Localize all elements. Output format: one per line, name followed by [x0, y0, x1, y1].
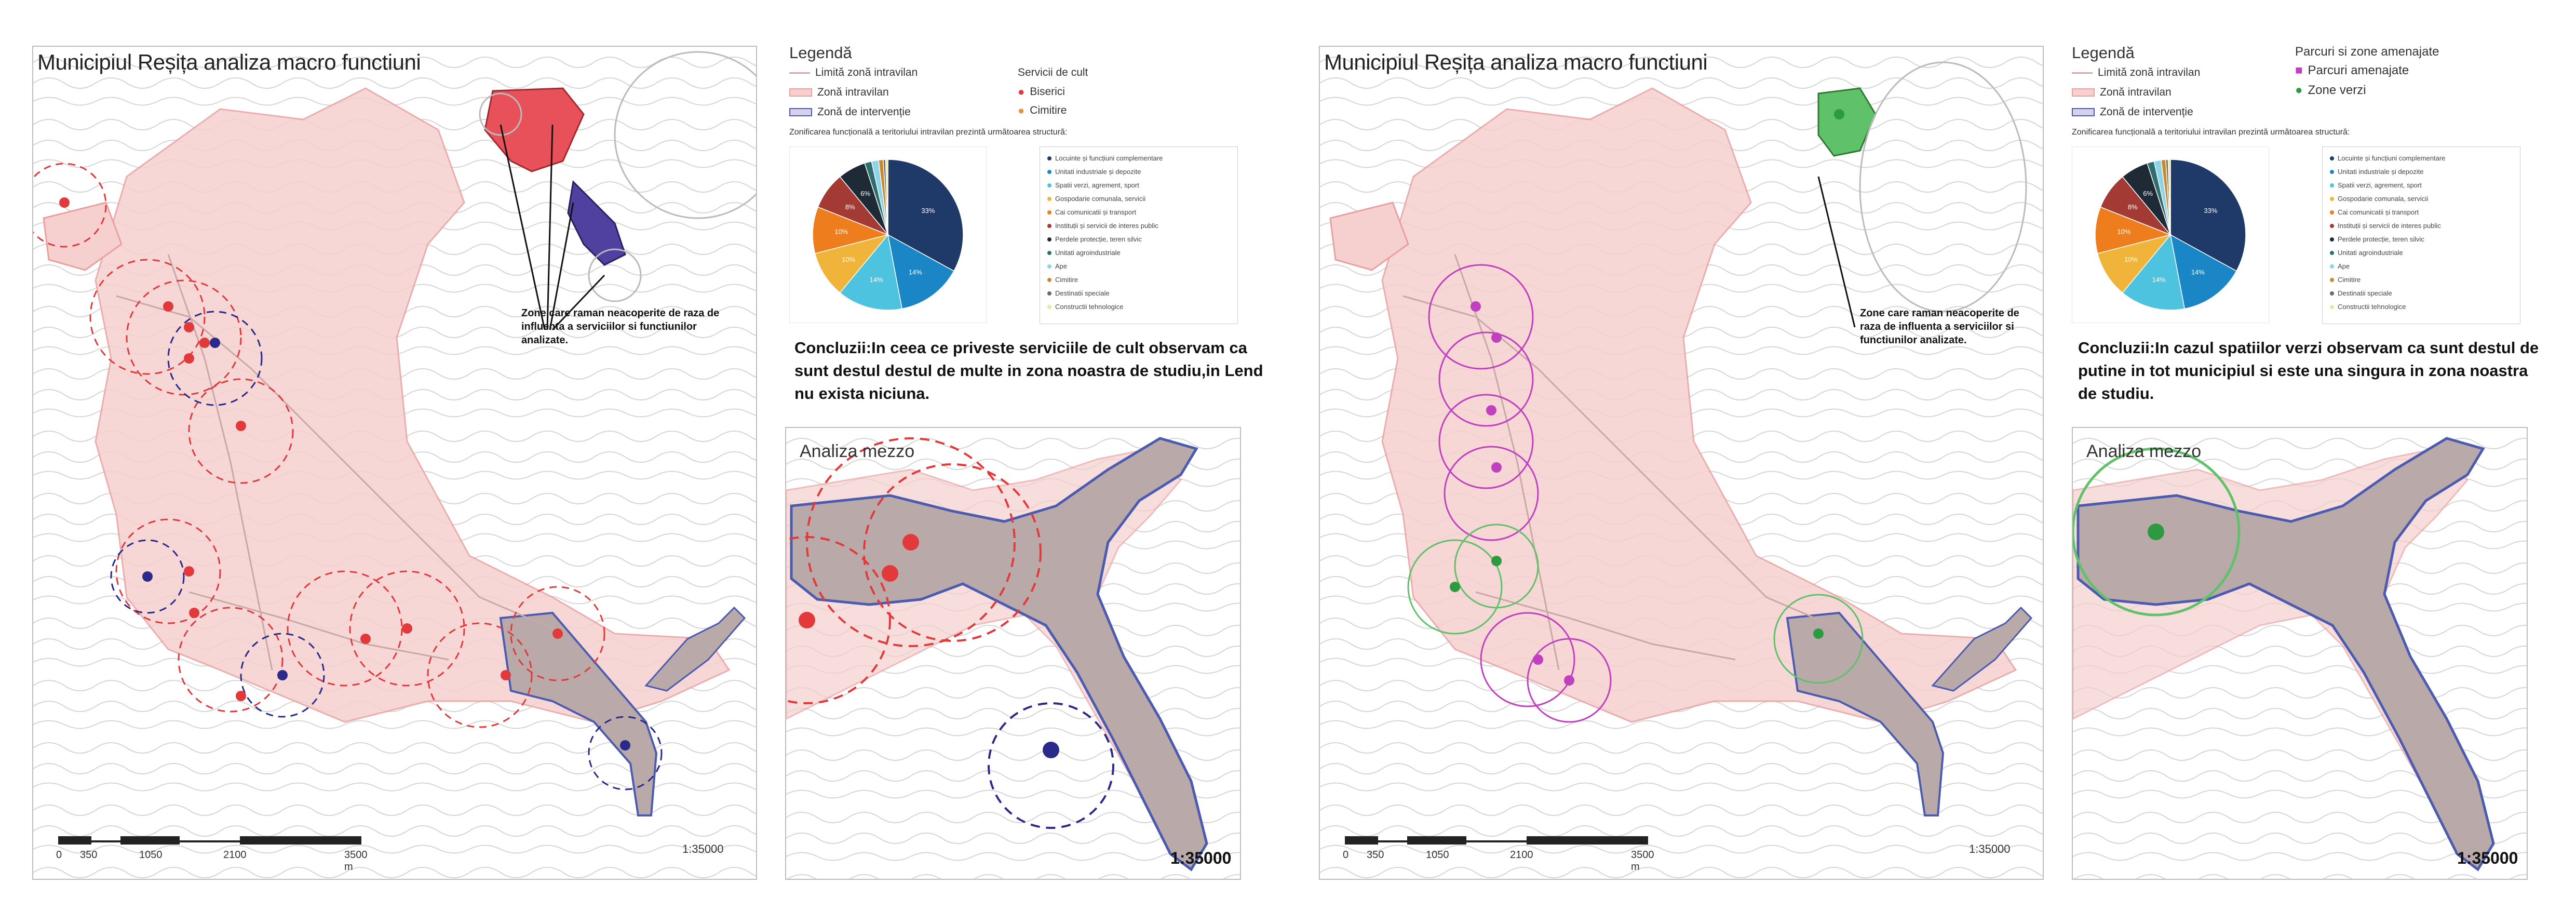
mezzo-title: Analiza mezzo [2086, 441, 2202, 461]
zoning-caption: Zonificarea funcțională a teritoriului intravilan prezintă următoarea structură: [789, 128, 1068, 137]
park-icon: ■ [2295, 63, 2303, 77]
scale-ratio: 1:35000 [1969, 842, 2011, 855]
scale-ticks [56, 849, 378, 873]
legend-title: Legendă [789, 44, 852, 62]
right-mezzo-map[interactable] [2072, 427, 2528, 880]
tick-2100: 2100 [1510, 849, 1533, 861]
pie-label-1: 14% [2191, 268, 2205, 276]
pie-label-2: 14% [2152, 276, 2166, 284]
left-macro-map[interactable] [32, 46, 757, 880]
scale-ratio: 1:35000 [682, 842, 724, 855]
legend-intravilan-zone: Zonă intravilan [2072, 86, 2172, 99]
conclusion-text: Concluzii:In cazul spatiilor verzi observam ca sunt destul de putine in tot municipiul si este una singura in zona noastra de studiu. [2078, 339, 2539, 403]
mezzo-scale: 1:35000 [1170, 849, 1232, 867]
callout-note: Zone care raman neacoperite de raza de influenta a serviciilor si functiunilor analizate. [1860, 307, 2019, 346]
tick-0: 0 [56, 849, 62, 861]
legend-intravilan-zone: Zonă intravilan [789, 86, 889, 99]
right-mezzo-map-svg [2073, 428, 2527, 879]
legend-cemeteries: ● Cimitire [1018, 104, 1067, 117]
pie-label-4: 10% [834, 227, 848, 236]
pie-label-6: 6% [2143, 190, 2153, 198]
legend-intravilan-limit: Limită zonă intravilan [789, 66, 918, 79]
conclusion-text: Concluzii:In ceea ce priveste serviciile de cult observam ca sunt destul destul de multe in zona noastra de studiu,in Lend nu exista niciuna. [794, 339, 1263, 403]
tick-1050: 1050 [1426, 849, 1449, 861]
legend-services-title: Servicii de cult [1018, 66, 1088, 78]
right-macro-map-svg [1320, 47, 2043, 879]
pie-label-0: 33% [921, 207, 935, 215]
right-pie-legend: Locuinte și funcțiuni complementare Unitati industriale și depozite Spatii verzi, agrement, sport Gospodarie comunala, servicii Cai comunicatii și transport Instituții și servicii de interes public Perdele protecție, teren silvic Unitati agroindustriale Ape Cimitire Destinatii speciale Constructii tehnologice [2322, 146, 2520, 324]
left-mezzo-map-svg [786, 428, 1240, 879]
tick-2100: 2100 [223, 849, 247, 861]
right-macro-map[interactable] [1319, 46, 2044, 880]
pie-label-3: 10% [842, 256, 856, 264]
left-pie-chart [789, 146, 987, 323]
pie-label-3: 10% [2124, 256, 2138, 264]
church-pin-icon: ● [1018, 85, 1025, 98]
mezzo-title: Analiza mezzo [800, 441, 915, 461]
legend-title: Legendă [2072, 44, 2135, 62]
pie-slices [2095, 159, 2246, 310]
legend-intravilan-limit: Limită zonă intravilan [2072, 66, 2200, 79]
right-pie-chart [2072, 146, 2269, 323]
tick-3500: 3500 m [1631, 849, 1654, 873]
tick-350: 350 [80, 849, 98, 861]
pie-slices [813, 159, 963, 310]
pie-label-5: 8% [845, 203, 855, 211]
pie-label-1: 14% [908, 268, 922, 276]
left-pie-legend: Locuinte și funcțiuni complementare Unitati industriale și depozite Spatii verzi, agrement, sport Gospodarie comunala, servicii Cai comunicatii și transport Instituții și servicii de interes public Perdele protecție, teren silvic Unitati agroindustriale Ape Cimitire Destinatii speciale Constructii tehnologice [1040, 146, 1238, 324]
tick-0: 0 [1343, 849, 1349, 861]
legend-parks: ■ Parcuri amenajate [2295, 63, 2409, 77]
map-title: Municipiul Reșița analiza macro functiuni [1324, 50, 1708, 74]
tick-3500: 3500 m [344, 849, 368, 873]
legend-intervention-zone: Zonă de intervenție [789, 106, 911, 118]
left-macro-map-svg [33, 47, 756, 879]
mezzo-scale: 1:35000 [2457, 849, 2518, 867]
callout-note: Zone care raman neacoperite de raza de influenta a serviciilor si functiunilor analizate. [521, 307, 720, 346]
pie-label-5: 8% [2127, 203, 2138, 211]
scale-ticks [1343, 849, 1665, 873]
legend-intervention-zone: Zonă de intervenție [2072, 106, 2193, 118]
pie-label-0: 33% [2204, 207, 2218, 215]
pie-label-6: 6% [860, 190, 871, 198]
legend-green-zones: ● Zone verzi [2295, 83, 2366, 97]
pie-label-4: 10% [2117, 227, 2131, 236]
green-pin-icon: ● [2295, 83, 2303, 97]
tick-350: 350 [1367, 849, 1384, 861]
cemetery-pin-icon: ● [1018, 104, 1025, 117]
left-mezzo-map[interactable] [785, 427, 1241, 880]
pie-label-2: 14% [869, 276, 883, 284]
legend-services-title: Parcuri si zone amenajate [2295, 45, 2439, 59]
legend-churches: ● Biserici [1018, 85, 1065, 98]
tick-1050: 1050 [139, 849, 163, 861]
zoning-caption: Zonificarea funcțională a teritoriului intravilan prezintă următoarea structură: [2072, 128, 2350, 137]
map-title: Municipiul Reșița analiza macro functiuni [37, 50, 421, 74]
